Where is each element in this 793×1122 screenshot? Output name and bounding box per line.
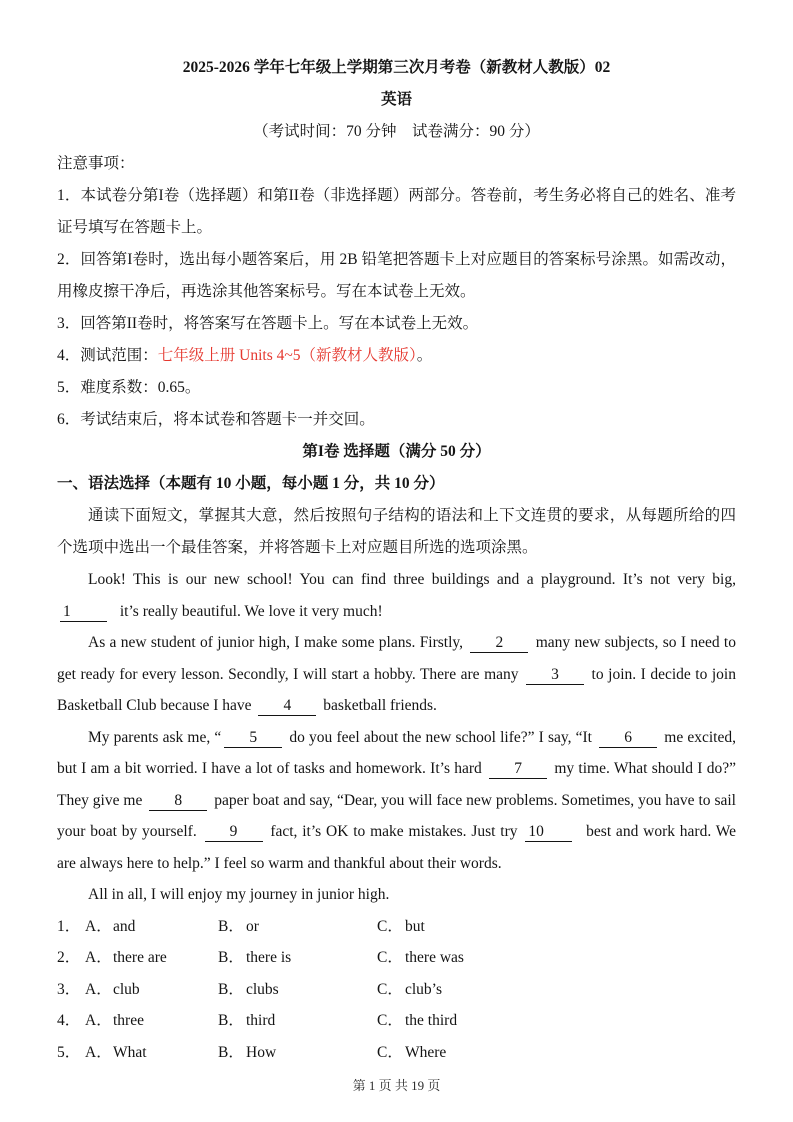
notice-text: 1．本试卷分第I卷（选择题）和第II卷（非选择题）两部分。答卷前，考生务必将自己的姓名、准考证号填写在答题卡上。 [57,187,736,236]
blank-6: 6 [599,728,657,748]
blank-9: 9 [205,822,263,842]
question-list [57,911,736,1069]
option-b [218,1005,377,1037]
blank-5: 5 [224,728,282,748]
option-text: three [113,1012,144,1029]
blank-3: 3 [526,665,584,685]
option-b [218,1037,377,1069]
notice-text: 2．回答第I卷时，选出每小题答案后，用 2B 铅笔把答题卡上对应题目的答案标号涂黑。如需改动，用橡皮擦干净后，再选涂其他答案标号。写在本试卷上无效。 [57,251,736,300]
option-c [377,942,736,974]
option-c [377,1005,736,1037]
blank-7: 7 [489,759,547,779]
part1-heading: 一、语法选择（本题有 10 小题，每小题 1 分，共 10 分） [57,475,445,492]
blank-1: 1 [60,602,107,622]
part1-instruction: 通读下面短文，掌握其大意，然后按照句子结构的语法和上下文连贯的要求，从每题所给的四个选项中选出一个最佳答案，并将答题卡上对应题目所选的选项涂黑。 [57,507,736,556]
exam-subject: 英语 [380,91,412,108]
option-a [85,911,218,943]
option-text: and [113,917,136,935]
notice-text: 4．测试范围： [57,347,158,364]
option-label: B． [218,980,244,998]
passage-text: me excited, but I am a bit worried. I have a lot of tasks and homework. It’s hard [57,728,736,777]
question-number: 1． [57,917,81,935]
passage-text: fact, it’s OK to make mistakes. Just try [265,823,523,840]
notice-text: 。 [416,347,433,364]
question-row-5 [57,1037,736,1069]
passage-text: it’s really beautiful. We love it very much! [116,602,383,620]
option-a [85,1005,218,1037]
option-text: there are [113,949,167,966]
notice-item-5 [57,372,736,404]
notice-text: 5．难度系数：0.65。 [57,379,201,396]
notice-text: 3．回答第II卷时，将答案写在答题卡上。写在本试卷上无效。 [57,315,479,332]
option-b [218,911,377,943]
passage-text: My parents ask me, “ [88,728,222,746]
blank-8: 8 [149,791,207,811]
option-c [377,974,736,1006]
exam-time-score-info: （考试时间：70 分钟 试卷满分：90 分） [253,123,540,140]
option-label: B． [218,917,244,935]
option-text: club [113,980,140,998]
option-text: club’s [405,980,443,998]
passage [57,564,736,911]
notice-list [57,180,736,436]
question-row-3 [57,974,736,1006]
blank-2: 2 [470,633,528,653]
option-label: C． [377,949,403,966]
question-number: 4． [57,1012,81,1029]
option-label: B． [218,1012,244,1029]
passage-text: basketball friends. [319,697,437,714]
notice-heading: 注意事项： [57,155,135,172]
option-a [85,974,218,1006]
option-label: A． [85,980,112,998]
exam-title: 2025-2026 学年七年级上学期第三次月考卷（新教材人教版）02 [182,59,611,76]
option-a [85,942,218,974]
option-text: there was [405,949,464,966]
page-footer: 第 1 页 共 19 页 [352,1078,441,1093]
passage-text: best and work hard. We are always here to help.” I feel so warm and thankful about their words. [57,823,737,872]
option-label: C． [377,980,403,998]
notice-text: 6．考试结束后，将本试卷和答题卡一并交回。 [57,411,375,428]
passage-text: paper boat and say, “Dear, you will face new problems. Sometimes, you have to sail your boat by yourself. [57,791,736,840]
passage-paragraph-3 [57,722,736,880]
option-c [377,911,736,943]
option-text: How [246,1043,277,1061]
option-label: A． [85,1012,112,1029]
option-label: C． [377,1012,403,1029]
passage-text: As a new student of junior high, I make some plans. Firstly, [88,634,468,651]
option-b [218,974,377,1006]
option-label: B． [218,1043,244,1061]
notice-item-6 [57,404,736,436]
question-number: 5． [57,1043,81,1061]
option-text: but [405,917,425,935]
option-label: B． [218,949,244,966]
option-text: the third [405,1012,458,1029]
passage-text: All in all, I will enjoy my journey in junior high. [88,886,390,903]
passage-text: many new subjects, so I need to get ready for every lesson. Secondly, I will start a hobby. There are many [57,634,736,683]
option-label: C． [377,917,403,935]
question-number: 2． [57,949,81,966]
option-text: or [246,917,259,935]
notice-item-2 [57,244,736,308]
volume1-heading: 第I卷 选择题（满分 50 分） [302,443,491,460]
passage-text: my time. What should I do?” They give me [57,760,736,809]
notice-item-3 [57,308,736,340]
option-b [218,942,377,974]
option-label: A． [85,917,112,935]
blank-10: 10 [525,822,572,842]
option-a [85,1037,218,1069]
passage-paragraph-2 [57,627,736,722]
notice-red-text: 七年级上册 Units 4~5（新教材人教版） [157,347,417,364]
option-label: A． [85,949,112,966]
option-text: third [246,1012,276,1029]
notice-item-4 [57,340,736,372]
option-label: A． [85,1043,112,1061]
question-number: 3． [57,980,81,998]
option-text: there is [246,949,292,966]
option-text: Where [405,1043,447,1061]
option-text: clubs [246,980,279,998]
passage-text: Look! This is our new school! You can find three buildings and a playground. It’s not very big, [88,571,736,588]
blank-4: 4 [258,696,316,716]
question-row-1 [57,911,736,943]
option-text: What [113,1043,147,1061]
passage-text: to join. I decide to join Basketball Club because I have [57,665,736,714]
notice-item-1 [57,180,736,244]
passage-paragraph-4 [57,879,736,911]
option-c [377,1037,736,1069]
passage-text: do you feel about the new school life?” I say, “It [285,728,597,746]
passage-paragraph-1 [57,564,736,627]
question-row-2 [57,942,736,974]
question-row-4 [57,1005,736,1037]
option-label: C． [377,1043,403,1061]
